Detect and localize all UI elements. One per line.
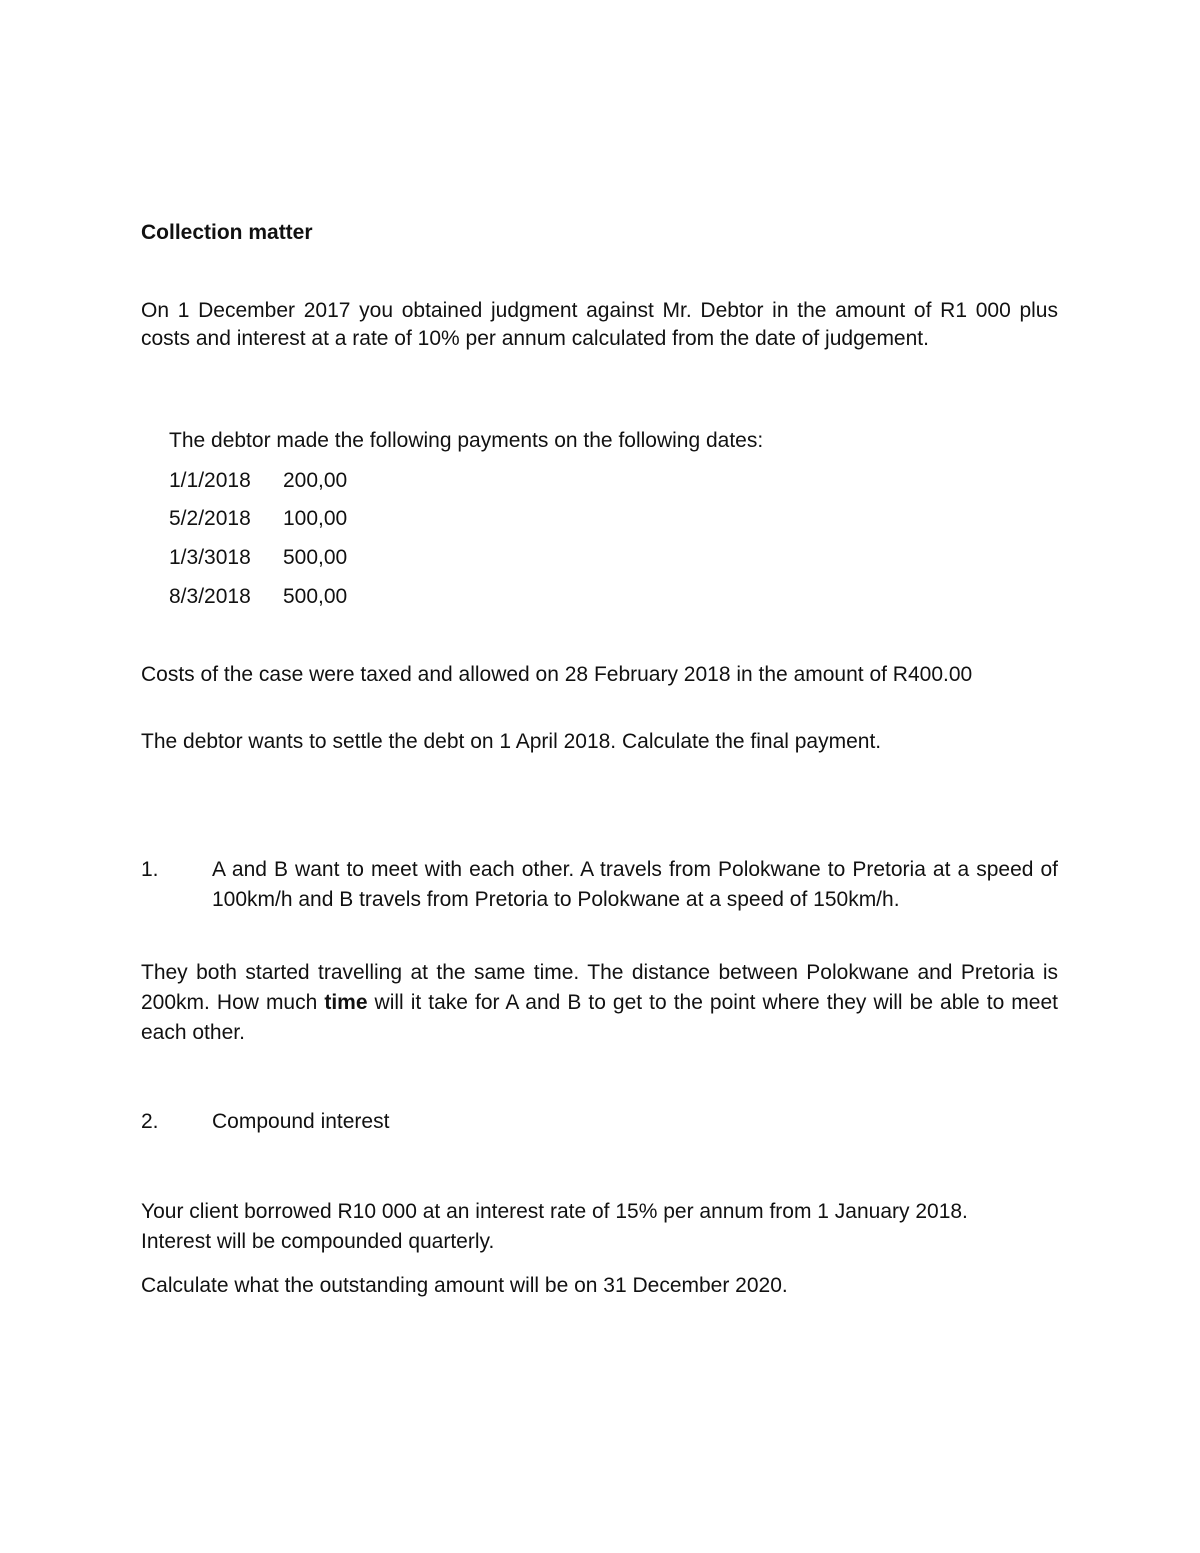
payment-row bbox=[169, 505, 347, 532]
question-1-followup bbox=[141, 958, 1058, 1048]
payment-date: 1/3/3018 bbox=[169, 546, 251, 569]
payment-row bbox=[169, 467, 347, 494]
question-1 bbox=[141, 855, 1058, 945]
settle-paragraph: The debtor wants to settle the debt on 1 April 2018. Calculate the final payment. bbox=[141, 730, 882, 753]
costs-paragraph: Costs of the case were taxed and allowed on 28 February 2018 in the amount of R400.00 bbox=[141, 663, 973, 686]
payment-date: 5/2/2018 bbox=[169, 507, 251, 530]
question-2-question: Calculate what the outstanding amount will be on 31 December 2020. bbox=[141, 1274, 788, 1297]
question-1-text: A and B want to meet with each other. A travels from Polokwane to Pretoria at a speed of 100km/h and B travels from Pretoria to Polokwane at a speed of 150km/h. bbox=[212, 858, 1058, 911]
question-2 bbox=[141, 1107, 1058, 1137]
payment-amount: 500,00 bbox=[283, 546, 348, 569]
payment-date: 1/1/2018 bbox=[169, 469, 251, 492]
followup-text-start: They both started travelling at the same time. The distance between Polokwane and Pretoria is 200km. How much bbox=[141, 961, 1058, 1014]
section-heading: Collection matter bbox=[141, 221, 313, 244]
payment-amount: 500,00 bbox=[283, 585, 348, 608]
question-2-number: 2. bbox=[141, 1110, 159, 1133]
question-2-text: Your client borrowed R10 000 at an interest rate of 15% per annum from 1 January 2018. Interest will be compounded quarterly. bbox=[141, 1200, 968, 1253]
payment-row bbox=[169, 583, 347, 610]
followup-text-end: will it take for A and B to get to the point where they will be able to meet each other. bbox=[141, 991, 1058, 1044]
payment-amount: 100,00 bbox=[283, 507, 348, 530]
intro-paragraph: On 1 December 2017 you obtained judgment against Mr. Debtor in the amount of R1 000 plus costs and interest at a rate of 10% per annum calculated from the date of judgement. bbox=[141, 299, 1058, 350]
payments-intro: The debtor made the following payments on the following dates: bbox=[169, 429, 764, 452]
question-2-title: Compound interest bbox=[212, 1110, 390, 1133]
question-1-number: 1. bbox=[141, 858, 159, 881]
followup-emphasis: time bbox=[324, 991, 368, 1014]
payment-amount: 200,00 bbox=[283, 469, 348, 492]
payment-date: 8/3/2018 bbox=[169, 585, 251, 608]
payment-row bbox=[169, 544, 347, 571]
